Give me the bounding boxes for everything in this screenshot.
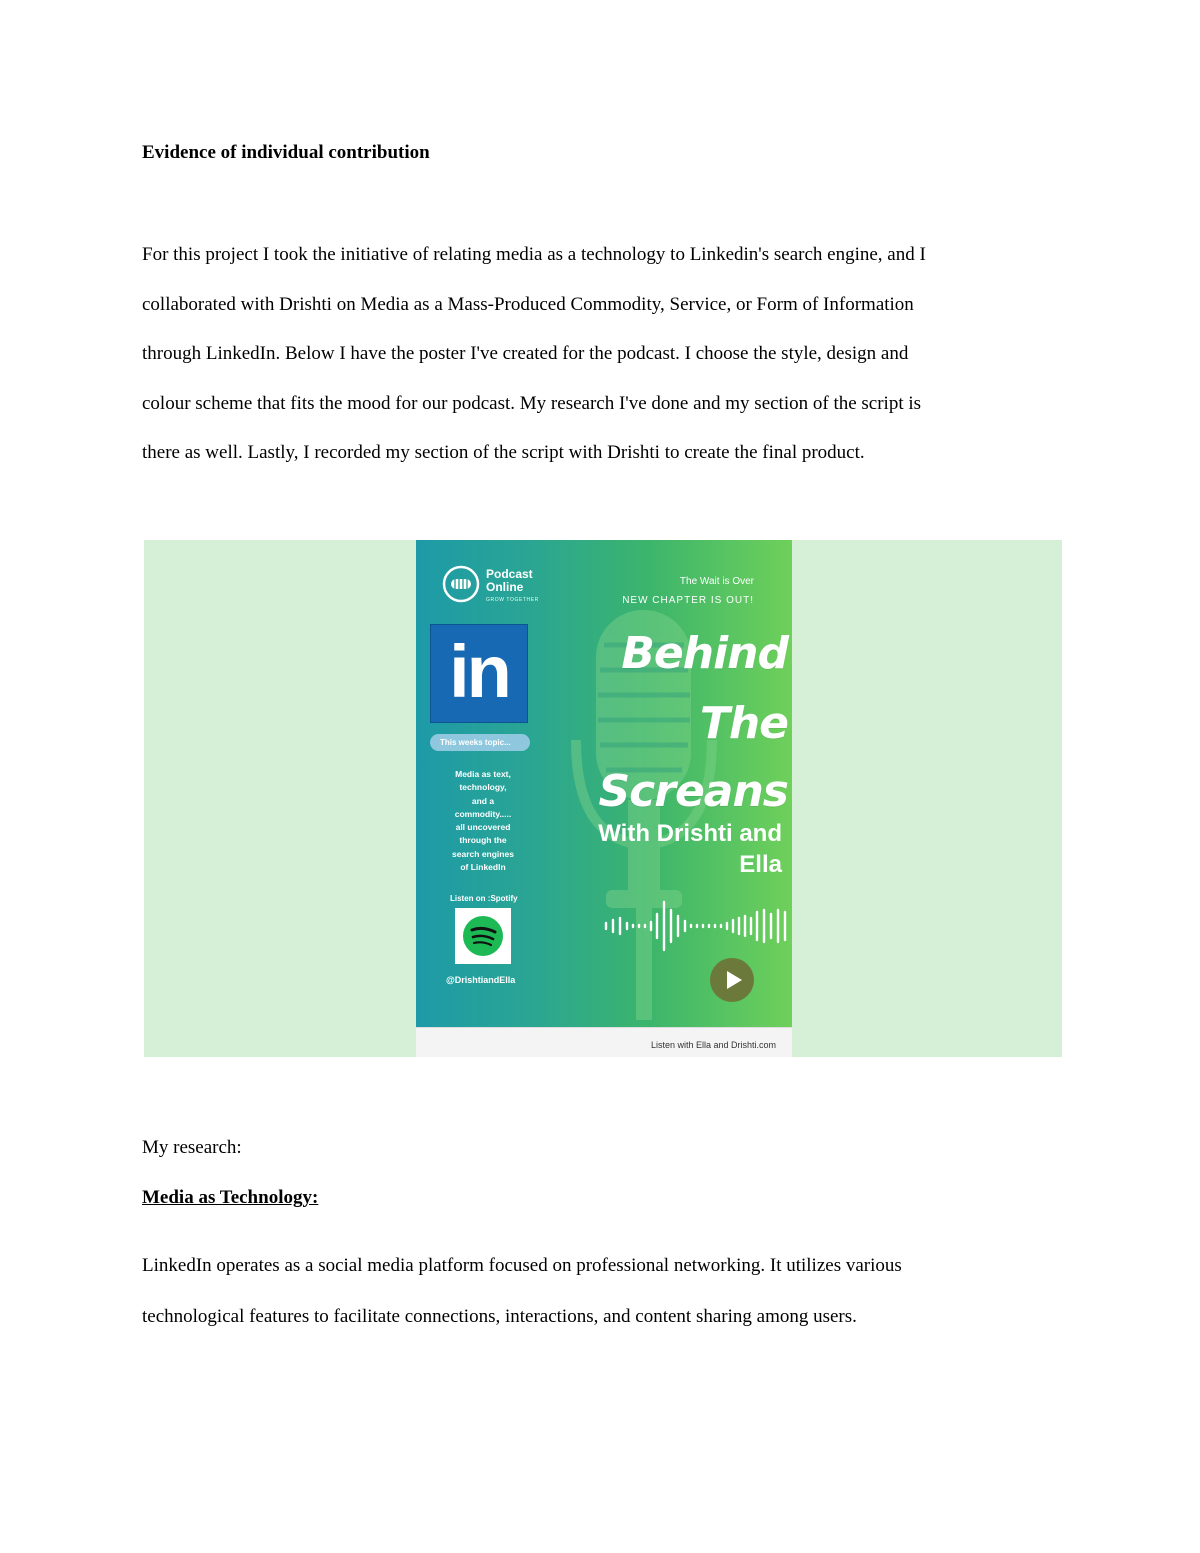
paragraph-line: LinkedIn operates as a social media platform focused on professional networking. It utilizes various bbox=[142, 1255, 902, 1276]
poster-footer-text: Listen with Ella and Drishti.com bbox=[650, 1040, 776, 1050]
document-heading: Evidence of individual contribution bbox=[142, 142, 430, 163]
paragraph-line: colour scheme that fits the mood for our podcast. My research I've done and my section of the script is bbox=[142, 392, 922, 414]
topic-line: and a bbox=[471, 795, 495, 806]
listen-on-label: Listen on :Spotify bbox=[450, 894, 518, 903]
topic-line: technology, bbox=[459, 782, 507, 793]
brand-name bbox=[486, 568, 533, 594]
poster-title-line: The bbox=[699, 698, 788, 749]
topic-line: of LinkedIn bbox=[460, 862, 506, 873]
media-as-technology-heading: Media as Technology: bbox=[142, 1187, 319, 1208]
wait-text: The Wait is Over bbox=[679, 576, 754, 587]
research-paragraph bbox=[142, 1240, 1062, 1342]
podcast-microphone-icon bbox=[441, 564, 481, 604]
brand-name-line: Online bbox=[486, 580, 524, 594]
topic-line: search engines bbox=[452, 848, 514, 859]
paragraph-line: there as well. Lastly, I recorded my section of the script with Drishti to create the final product. bbox=[142, 442, 865, 463]
new-chapter-text: NEW CHAPTER IS OUT! bbox=[622, 595, 754, 606]
brand-name-line: Podcast bbox=[486, 567, 533, 581]
intro-paragraph bbox=[142, 230, 1062, 478]
research-label: My research: bbox=[142, 1137, 242, 1158]
hosts-line: With Drishti and bbox=[598, 820, 782, 847]
poster-artwork bbox=[416, 540, 792, 1027]
topic-line: commodity..... bbox=[454, 808, 512, 819]
paragraph-line: collaborated with Drishti on Media as a Mass-Produced Commodity, Service, or Form of Information bbox=[142, 293, 914, 315]
linkedin-logo-text: in bbox=[449, 630, 509, 713]
topic-description bbox=[434, 768, 532, 874]
hosts-text bbox=[598, 818, 782, 880]
spotify-handle: @DrishtiandElla bbox=[446, 975, 516, 985]
podcast-poster bbox=[416, 540, 792, 1057]
sound-wave-icon bbox=[602, 896, 792, 956]
topic-line: Media as text, bbox=[455, 769, 511, 779]
topic-line: through the bbox=[459, 835, 507, 846]
brand-tagline: GROW TOGETHER bbox=[486, 597, 539, 603]
spotify-icon bbox=[455, 908, 511, 964]
paragraph-line: For this project I took the initiative of relating media as a technology to Linkedin's search engine, and I bbox=[142, 244, 926, 265]
poster-title-line: Behind bbox=[621, 628, 788, 679]
play-icon bbox=[709, 957, 755, 1003]
spotify-badge bbox=[455, 908, 511, 964]
topic-line: all uncovered bbox=[455, 822, 511, 833]
hosts-line: Ella bbox=[739, 851, 782, 878]
paragraph-line: through LinkedIn. Below I have the poster I've created for the podcast. I choose the style, design and bbox=[142, 343, 909, 364]
poster-footer bbox=[416, 1027, 792, 1057]
poster-title-line: Screans bbox=[598, 766, 788, 817]
linkedin-logo-icon bbox=[430, 624, 528, 723]
topic-pill: This weeks topic... bbox=[430, 734, 530, 751]
paragraph-line: technological features to facilitate connections, interactions, and content sharing among users. bbox=[142, 1306, 857, 1327]
